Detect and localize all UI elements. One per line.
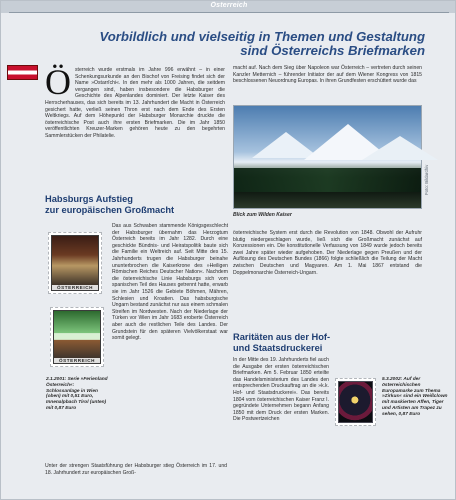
lake-shape [234, 192, 421, 208]
stamp-country-label: ÖSTERREICH [52, 285, 98, 290]
header-bar [1, 1, 456, 13]
right-subheading-line-1: Raritäten aus der Hof- [233, 332, 331, 342]
austria-flag-icon [7, 65, 38, 80]
photo-credit: Foto: Bildarchiv [424, 164, 429, 195]
stamp-image [338, 381, 373, 423]
header-country: Österreich [210, 2, 248, 9]
stamp-alpbach-tirol [50, 307, 104, 367]
right-subheading [233, 332, 433, 353]
treeline-shape [234, 168, 421, 194]
left-subheading [45, 194, 235, 215]
stamp-image [53, 310, 101, 364]
intro-paragraph [45, 62, 225, 140]
right-text-bottom: In der Mitte des 19. Jahrhunderts fiel auch die Ausgabe der ersten österreichischen Briefmarken. Am 5. Februar 1850 erteilte das Handelsministerium des Landes den entsprechenden Druckauftrag an die »k.k. Hof- und Staatsdruckerei«. Das bereits 1804 vom österreichischen Kaiser Franz I. gegründete Unternehmen begann Anfang 1850 mit dem Druck der ersten Marken. Die Postwertzeichen [233, 357, 329, 423]
landscape-photo [233, 105, 422, 209]
left-subheading-line-2: zur europäischen Großmacht [45, 204, 175, 215]
page-title-line-2: sind Österreichs Briefmarken [240, 43, 425, 58]
stamp-caption-right: 5.3.2002: Auf der österreichischen Europamarke zum Thema »Zirkus« sind ein Weißclown mit maskierten Affen, Tiger und Artisten am Trapez zu sehen, 0,87 Euro [382, 377, 448, 417]
right-subheading-line-2: und Staatsdruckerei [233, 342, 323, 353]
stamp-europamarke-zirkus [335, 378, 376, 426]
page-title-line-1: Vorbildlich und vielseitig in Themen und Gestaltung [99, 29, 425, 44]
header-divider [9, 12, 449, 13]
intro-text: sterreich wurde erstmals im Jahre 996 erwähnt – in einer Schenkungsurkunde an den Bischof von Freising findet sich der Name »Ostarrîchi«. In den mehr als 1000 Jahren, die seitdem vergangen sind, haben insbesondere die Habsburger die Geschichte des Alpenlandes dominiert. Der letzte Kaiser des Herrscherhauses, das sich bereits im 13. Jahrhundert die Macht in Österreich gesichert hatte, verließ seinen Thron erst nach dem Ende des Ersten Weltkriegs. Auf dem Höhepunkt der Habsburger Monarchie druckte die österreichische Post auch ihre ersten Briefmarken. Die im Jahr 1850 veröffentlichten Kreuzer-Marken gehören heute zu den begehrten Sammlerstücken der Philatelie. [45, 67, 225, 139]
right-text-mid: österreichische System erst durch die Revolution von 1848. Obwohl der Aufruhr blutig niedergeschlagen wurde, ließ sich die Großmacht zunächst auf Konzessionen ein. Die konstitutionelle Verfassung von 1849 wurde jedoch bereits zwei Jahre später wieder aufgehoben. Der Niederlage gegen Preußen und der Auflösung des Deutschen Bundes (1866) folgte schließlich die Teilung der Macht zwischen Deutschen und Magyaren. Am 1. Mai 1867 entstand die Doppelmonarchie Österreich-Ungarn. [233, 230, 422, 276]
right-text-top: macht auf. Nach dem Sieg über Napoleon war Österreich – vertreten durch seinen Kanzler Metternich – führender Initiator der auf dem Wiener Kongress von 1815 beschlossenen Neuordnung Europas. In ihren Grundfesten erschüttert wurde das [233, 65, 422, 85]
dropcap-letter: Ö [45, 62, 71, 102]
left-body-column: Das aus Schwaben stammende Königsgeschlecht der Habsburger übernahm das Herzogtum Österreich bereits im Jahr 1282. Durch eine geschickte Bündnis- und Heiratspolitik baute sich die Familie ein Weltreich auf. Seit Mitte des 15. Jahrhunderts trugen die Habsburger beinahe ununterbrochen die Kaiserkrone des »Heiligen Römischen Reiches Deutscher Nation«. Nachdem die österreichische Linie Habsburgs sich vom spanischen Teil des Hauses getrennt hatte, erwarb sie im Jahr 1526 die Gebiete Böhmen, Mähren, Schlesien und Kroatien. Das habsburgische Ungarn bestand zunächst nur aus einem schmalen Streifen im Nordwesten. Nach der Niederlage der Türken vor Wien im Jahr 1683 eroberte Österreich aber auch die restlichen Teile des Landes. Der Grundstein für den späteren Vielvölkerstaat war somit gelegt. [112, 223, 228, 342]
stamps-caption-left: 2.1.2001: Serie »Ferienland Österreich«: Schlossanlage in Wien (oben) mit 0,51 Euro, Innenalpbach Tirol (unten) mit 0,87 Euro [46, 377, 108, 411]
photo-caption: Blick zum Wilden Kaiser [233, 212, 292, 218]
stamp-image [51, 235, 99, 291]
left-subheading-line-1: Habsburgs Aufstieg [45, 194, 133, 204]
page-title [61, 30, 425, 58]
stamp-schloss-wien [48, 232, 102, 294]
left-body-end: Unter der strengen Staatsführung der Habsburger stieg Österreich im 17. und 18. Jahrhundert zur europäischen Groß- [45, 463, 227, 476]
stamp-country-label: ÖSTERREICH [54, 358, 100, 363]
